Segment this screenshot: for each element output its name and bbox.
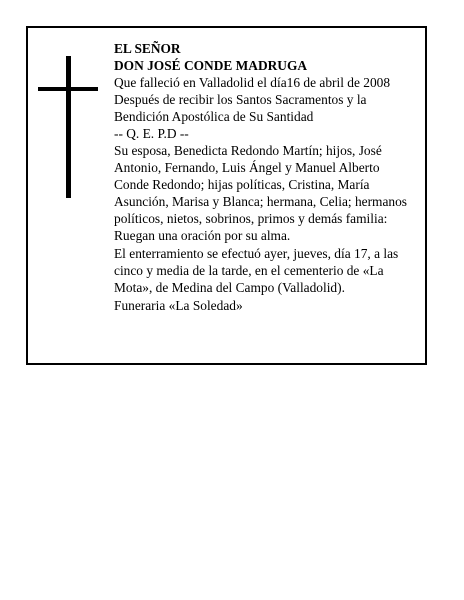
burial-details: El enterramiento se efectuó ayer, jueves, día 17, a las cinco y media de la tarde, en el cementerio de «La Mota», de Medina del Campo (Valladolid). [114, 246, 399, 295]
family-list: Su esposa, Benedicta Redondo Martín; hijos, José Antonio, Fernando, Luis Ángel y Manuel Alberto Conde Redondo; hijas políticas, Cristina, María Asunción, Marisa y Blanca; hermana, Celia; hermanos políticos, nietos, sobrinos, primos y demás familia: [114, 143, 408, 226]
funeral-home: Funeraria «La Soledad» [114, 298, 243, 313]
obituary-text [114, 40, 414, 314]
obituary-notice [26, 26, 427, 365]
cross-vertical-bar [66, 56, 71, 198]
death-statement: Que falleció en Valladolid el día16 de abril de 2008 [114, 75, 391, 90]
cross-horizontal-bar [38, 87, 98, 91]
sacraments-statement: Después de recibir los Santos Sacramentos y la Bendición Apostólica de Su Santidad [114, 92, 367, 124]
prayer-request: Ruegan una oración por su alma. [114, 228, 291, 243]
deceased-name: DON JOSÉ CONDE MADRUGA [114, 58, 308, 73]
honorific-title: EL SEÑOR [114, 41, 181, 56]
rip-line: -- Q. E. P.D -- [114, 126, 189, 141]
